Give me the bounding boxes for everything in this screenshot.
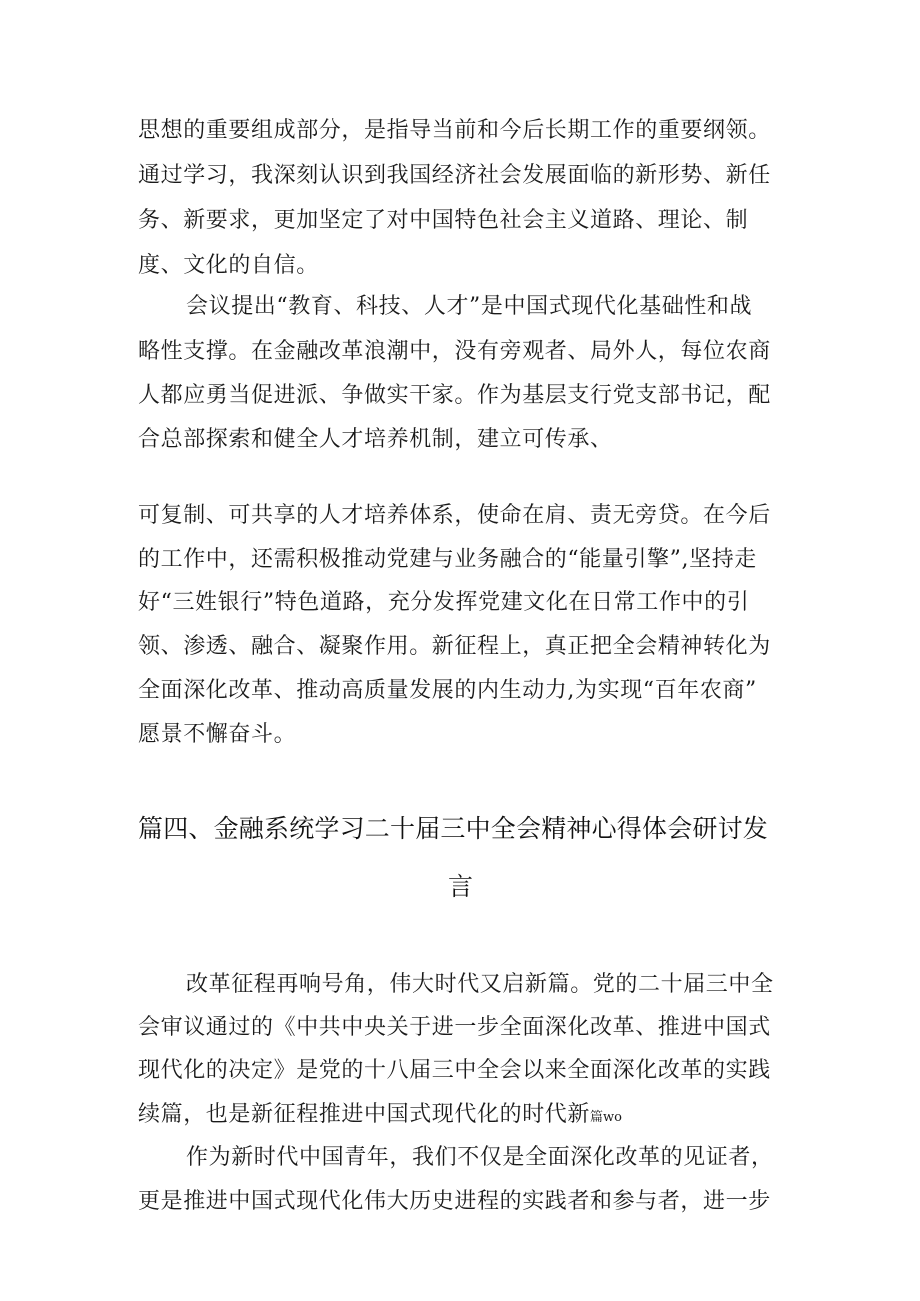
paragraph-line: 略性支撑。在金融改革浪潮中，没有旁观者、局外人，每位农商	[138, 339, 771, 364]
paragraph-line: 通过学习，我深刻认识到我国经济社会发展面临的新形势、新任	[138, 163, 771, 188]
paragraph-line: 改革征程再响号角，伟大时代又启新篇。党的二十届三中全	[186, 972, 774, 997]
section-heading-continued: 言	[448, 872, 474, 901]
paragraph-line	[138, 1100, 798, 1133]
paragraph-line: 好“三姓银行”特色道路，充分发挥党建文化在日常工作中的引	[138, 590, 750, 615]
paragraph-line: 思想的重要组成部分，是指导当前和今后长期工作的重要纲领。	[138, 118, 771, 143]
paragraph-text: 续篇，也是新征程推进中国式现代化的时代新	[138, 1102, 591, 1127]
paragraph-line: 的工作中，还需积极推动党建与业务融合的“能量引擎”,坚持走	[138, 547, 757, 572]
paragraph-line: 可复制、可共享的人才培养体系，使命在肩、责无旁贷。在今后	[138, 503, 771, 528]
paragraph-line: 领、渗透、融合、凝聚作用。新征程上，真正把全会精神转化为	[138, 634, 771, 659]
paragraph-line: 务、新要求，更加坚定了对中国特色社会主义道路、理论、制	[138, 208, 749, 233]
paragraph-line: 现代化的决定》是党的十八届三中全会以来全面深化改革的实践	[138, 1058, 771, 1083]
paragraph-line: 合总部探索和健全人才培养机制，建立可传承、	[138, 427, 613, 452]
section-heading: 篇四、金融系统学习二十届三中全会精神心得体会研讨发	[138, 814, 769, 843]
paragraph-line: 作为新时代中国青年，我们不仅是全面深化改革的见证者，	[186, 1145, 774, 1170]
paragraph-line: 会审议通过的《中共中央关于进一步全面深化改革、推进中国式	[138, 1015, 771, 1040]
paragraph-text-tail: 篇wo	[590, 1110, 622, 1125]
paragraph-line: 全面深化改革、推动高质量发展的内生动力,为实现“百年农商”	[138, 678, 757, 703]
paragraph-line: 会议提出“教育、科技、人才”是中国式现代化基础性和战	[186, 294, 753, 319]
paragraph-line: 愿景不懈奋斗。	[138, 722, 297, 747]
paragraph-line: 度、文化的自信。	[138, 253, 319, 278]
paragraph-line: 人都应勇当促进派、争做实干家。作为基层支行党支部书记，配	[138, 383, 771, 408]
paragraph-line: 更是推进中国式现代化伟大历史进程的实践者和参与者，进一步	[138, 1189, 771, 1214]
